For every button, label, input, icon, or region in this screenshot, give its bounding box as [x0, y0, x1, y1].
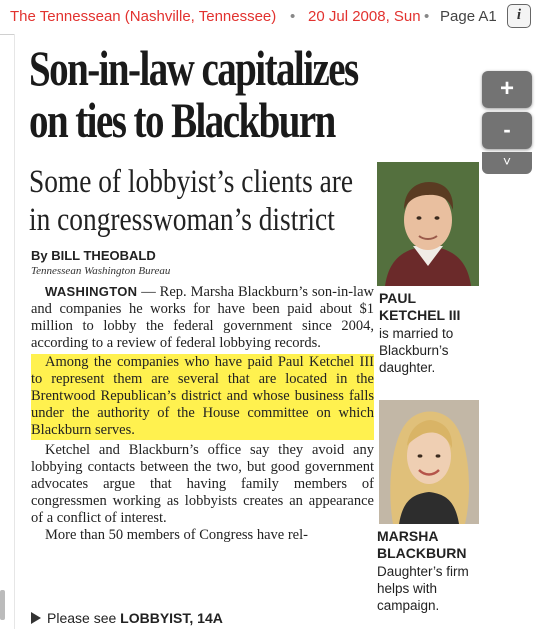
dateline: WASHINGTON — [45, 284, 138, 299]
portrait-woman-image — [379, 400, 479, 524]
zoom-out-button[interactable]: - — [482, 112, 532, 149]
separator-dot: • — [290, 8, 296, 25]
caption-text-paul: is married to Blackburn’s daughter. — [379, 326, 454, 375]
caption-name-marsha-2: BLACKBURN — [377, 545, 467, 561]
info-button[interactable] — [507, 4, 531, 28]
caption-text-marsha: Daughter’s firm helps with campaign. — [377, 564, 469, 613]
caption-name-paul-1: PAUL — [379, 290, 417, 306]
paragraph-3: Ketchel and Blackburn’s office say they avoid any lobbying contacts between the two, but good government advocates argue that having family members of congressmen working as lobbyists creates an appearance of a conflict of interest. — [31, 442, 374, 526]
bureau-line: Tennessean Washington Bureau — [31, 265, 171, 277]
subheadline-line-2: in congresswoman’s district — [29, 202, 335, 238]
byline: By BILL THEOBALD — [31, 248, 156, 263]
jump-prefix: Please see — [47, 610, 121, 626]
scrollbar-handle[interactable] — [0, 590, 5, 620]
newspaper-page — [14, 34, 543, 629]
paragraph-1 — [31, 283, 374, 352]
info-icon: i — [516, 7, 522, 23]
marsha-blackburn-photo — [379, 400, 479, 524]
caption-name-paul-2: KETCHEL III — [379, 307, 461, 323]
highlighted-paragraph: Among the companies who have paid Paul Ketchel III to represent them are several that are located in the Brentwood Republican’s district and whose business falls under the authority of the House committee on which Blackburn serves. — [31, 354, 374, 438]
paragraph-4: More than 50 members of Congress have rel- — [45, 527, 308, 543]
portrait-man-image — [377, 162, 479, 286]
zoom-in-button[interactable]: + — [482, 71, 532, 108]
publication-date[interactable]: 20 Jul 2008, Sun — [308, 8, 421, 25]
subheadline-line-1: Some of lobbyist’s clients are — [29, 164, 354, 200]
article-body — [31, 283, 374, 544]
paul-ketchel-photo — [377, 162, 479, 286]
headline-line-1: Son-in-law capitalizes — [29, 40, 358, 96]
jump-line — [31, 610, 223, 626]
page-number: Page A1 — [440, 8, 497, 25]
newspaper-source[interactable]: The Tennessean (Nashville, Tennessee) — [10, 8, 277, 25]
arrow-right-icon — [31, 612, 41, 624]
caption-name-marsha-1: MARSHA — [377, 528, 439, 544]
viewer-toolbar — [0, 0, 543, 35]
chevron-down-icon[interactable]: ˅ — [482, 152, 532, 174]
headline-line-2: on ties to Blackburn — [29, 92, 335, 148]
paragraph-1-text: — Rep. Marsha Blackburn’s son-in-law and companies he works for have been paid about $1 million to lobby the federal government since 2004, according to a review of federal lobbying records. — [31, 284, 374, 351]
jump-target: LOBBYIST, 14A — [120, 610, 223, 626]
separator-dot: • — [424, 8, 430, 25]
